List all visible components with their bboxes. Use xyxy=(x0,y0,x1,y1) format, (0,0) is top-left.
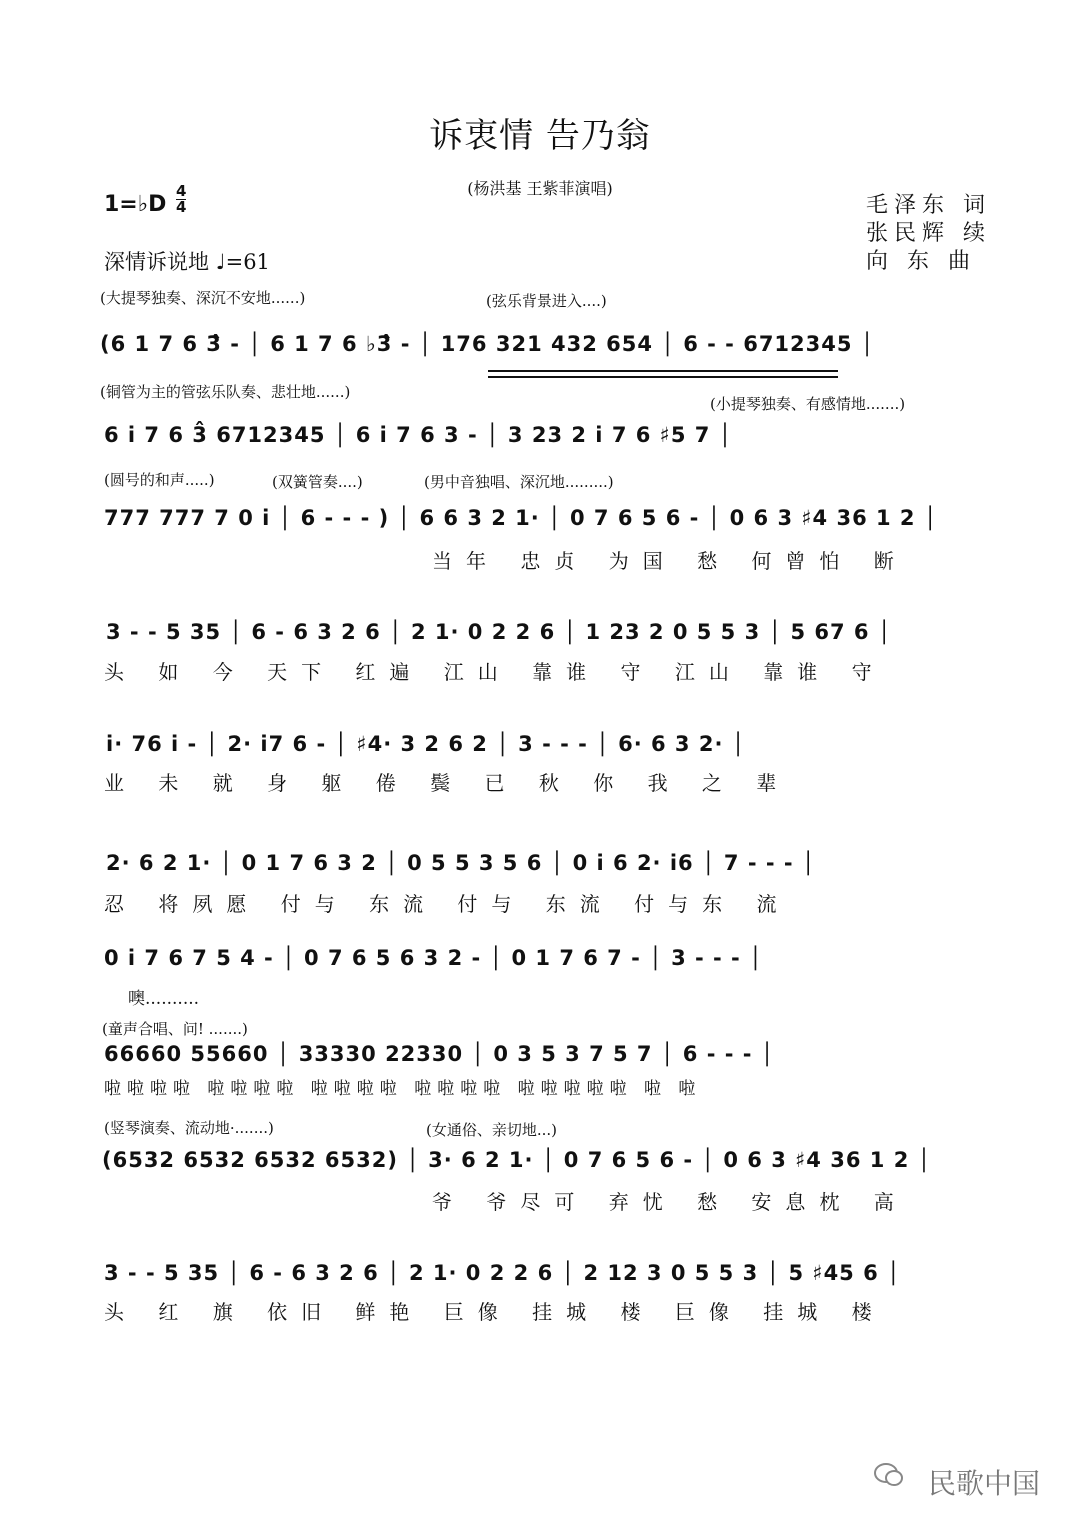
tempo-marking xyxy=(104,246,270,276)
time-top: 4 xyxy=(176,182,187,200)
annotation: (铜管为主的管弦乐队奏、悲壮地......) xyxy=(100,383,351,401)
lyrics-line: 当年 忠贞 为国 愁 何曾怕 断 xyxy=(432,549,908,573)
key-signature: 1=♭D xyxy=(104,192,167,217)
annotation: (双簧管奏....) xyxy=(272,473,363,491)
lyrics-line: 业 未 就 身 躯 倦 鬓 已 秋 你 我 之 辈 xyxy=(104,771,791,795)
singers-credit: (杨洪基 王紫菲演唱) xyxy=(467,179,613,198)
lyrics-line: 忍 将夙愿 付与 东流 付与 东流 付与东 流 xyxy=(104,892,791,916)
credit-continued: 张民辉 续 xyxy=(866,221,991,246)
notation-line: 2· 6 2 1· │ 0 1 7 6 3 2 │ 0 5 5 3 5 6 │ 0 i 6 2· i6 │ 7 - - - │ xyxy=(106,851,816,875)
tremolo-line xyxy=(488,376,838,378)
notation-line: (6532 6532 6532 6532) │ 3· 6 2 1· │ 0 7 6 5 6 - │ 0 6 3 ♯4 36 1 2 │ xyxy=(102,1148,932,1172)
annotation: (小提琴独奏、有感情地.......) xyxy=(710,395,906,413)
lyrics-line: 头 如 今 天下 红遍 江山 靠谁 守 江山 靠谁 守 xyxy=(104,660,886,684)
tempo-text: 深情诉说地 xyxy=(104,250,209,274)
credits xyxy=(866,192,991,276)
quarter-note-icon: ♩ xyxy=(215,250,226,274)
page-title: 诉衷情 告乃翁 xyxy=(429,116,651,156)
annotation: (女通俗、亲切地...) xyxy=(426,1121,558,1139)
credit-lyrics: 毛泽东 词 xyxy=(866,193,991,218)
notation-line: i· 76 i - │ 2· i7 6 - │ ♯4· 3 2 6 2 │ 3 - - - │ 6· 6 3 2· │ xyxy=(106,732,746,756)
notation-line: 777 777 7 0 i │ 6 - - - ) │ 6 6 3 2 1· │ 0 7 6 5 6 - │ 0 6 3 ♯4 36 1 2 │ xyxy=(104,506,938,530)
notation-line: 0 i 7 6 7 5 4 - │ 0 7 6 5 6 3 2 - │ 0 1 7 6 7 - │ 3 - - - │ xyxy=(104,946,763,970)
notation-line: 6 i 7 6 3̂ 6712345 │ 6 i 7 6 3 - │ 3 23 2 i 7 6 ♯5 7 │ xyxy=(104,423,733,447)
annotation: (大提琴独奏、深沉不安地......) xyxy=(100,289,306,307)
annotation: (竖琴演奏、流动地·.......) xyxy=(104,1119,274,1137)
time-bottom: 4 xyxy=(176,198,187,216)
notation-line: 3 - - 5 35 │ 6 - 6 3 2 6 │ 2 1· 0 2 2 6 │ 1 23 2 0 5 5 3 │ 5 67 6 │ xyxy=(106,620,892,644)
notation-line: (6 1 7 6 3̂ - │ 6 1 7 6 ♭3̂ - │ 176 321 432 654 │ 6 - - 6712345 │ xyxy=(100,332,875,356)
wechat-icon xyxy=(874,1462,904,1488)
lyrics-line: 头 红 旗 依旧 鲜艳 巨像 挂城 楼 巨像 挂城 楼 xyxy=(104,1300,886,1324)
lyrics-line: 啦啦啦啦 啦啦啦啦 啦啦啦啦 啦啦啦啦 啦啦啦啦啦 啦 啦 xyxy=(104,1079,702,1099)
credit-music: 向 东 曲 xyxy=(866,249,976,274)
lyrics-line: 噢.......... xyxy=(128,989,200,1009)
watermark: 民歌中国 xyxy=(927,1467,1040,1500)
annotation: (弦乐背景进入....) xyxy=(486,292,607,310)
tremolo-line xyxy=(488,370,838,372)
annotation: (童声合唱、问! .......) xyxy=(102,1020,248,1038)
annotation: (男中音独唱、深沉地.........) xyxy=(424,473,614,491)
annotation: (圆号的和声.....) xyxy=(104,471,215,489)
lyrics-line: 爷 爷尽可 弃忧 愁 安息枕 高 xyxy=(432,1190,908,1214)
time-signature xyxy=(176,184,186,215)
tempo-value: =61 xyxy=(225,250,270,274)
notation-line: 3 - - 5 35 │ 6 - 6 3 2 6 │ 2 1· 0 2 2 6 │ 2 12 3 0 5 5 3 │ 5 ♯45 6 │ xyxy=(104,1261,901,1285)
notation-line: 66660 55660 │ 33330 22330 │ 0 3 5 3 7 5 7 │ 6 - - - │ xyxy=(104,1042,775,1066)
